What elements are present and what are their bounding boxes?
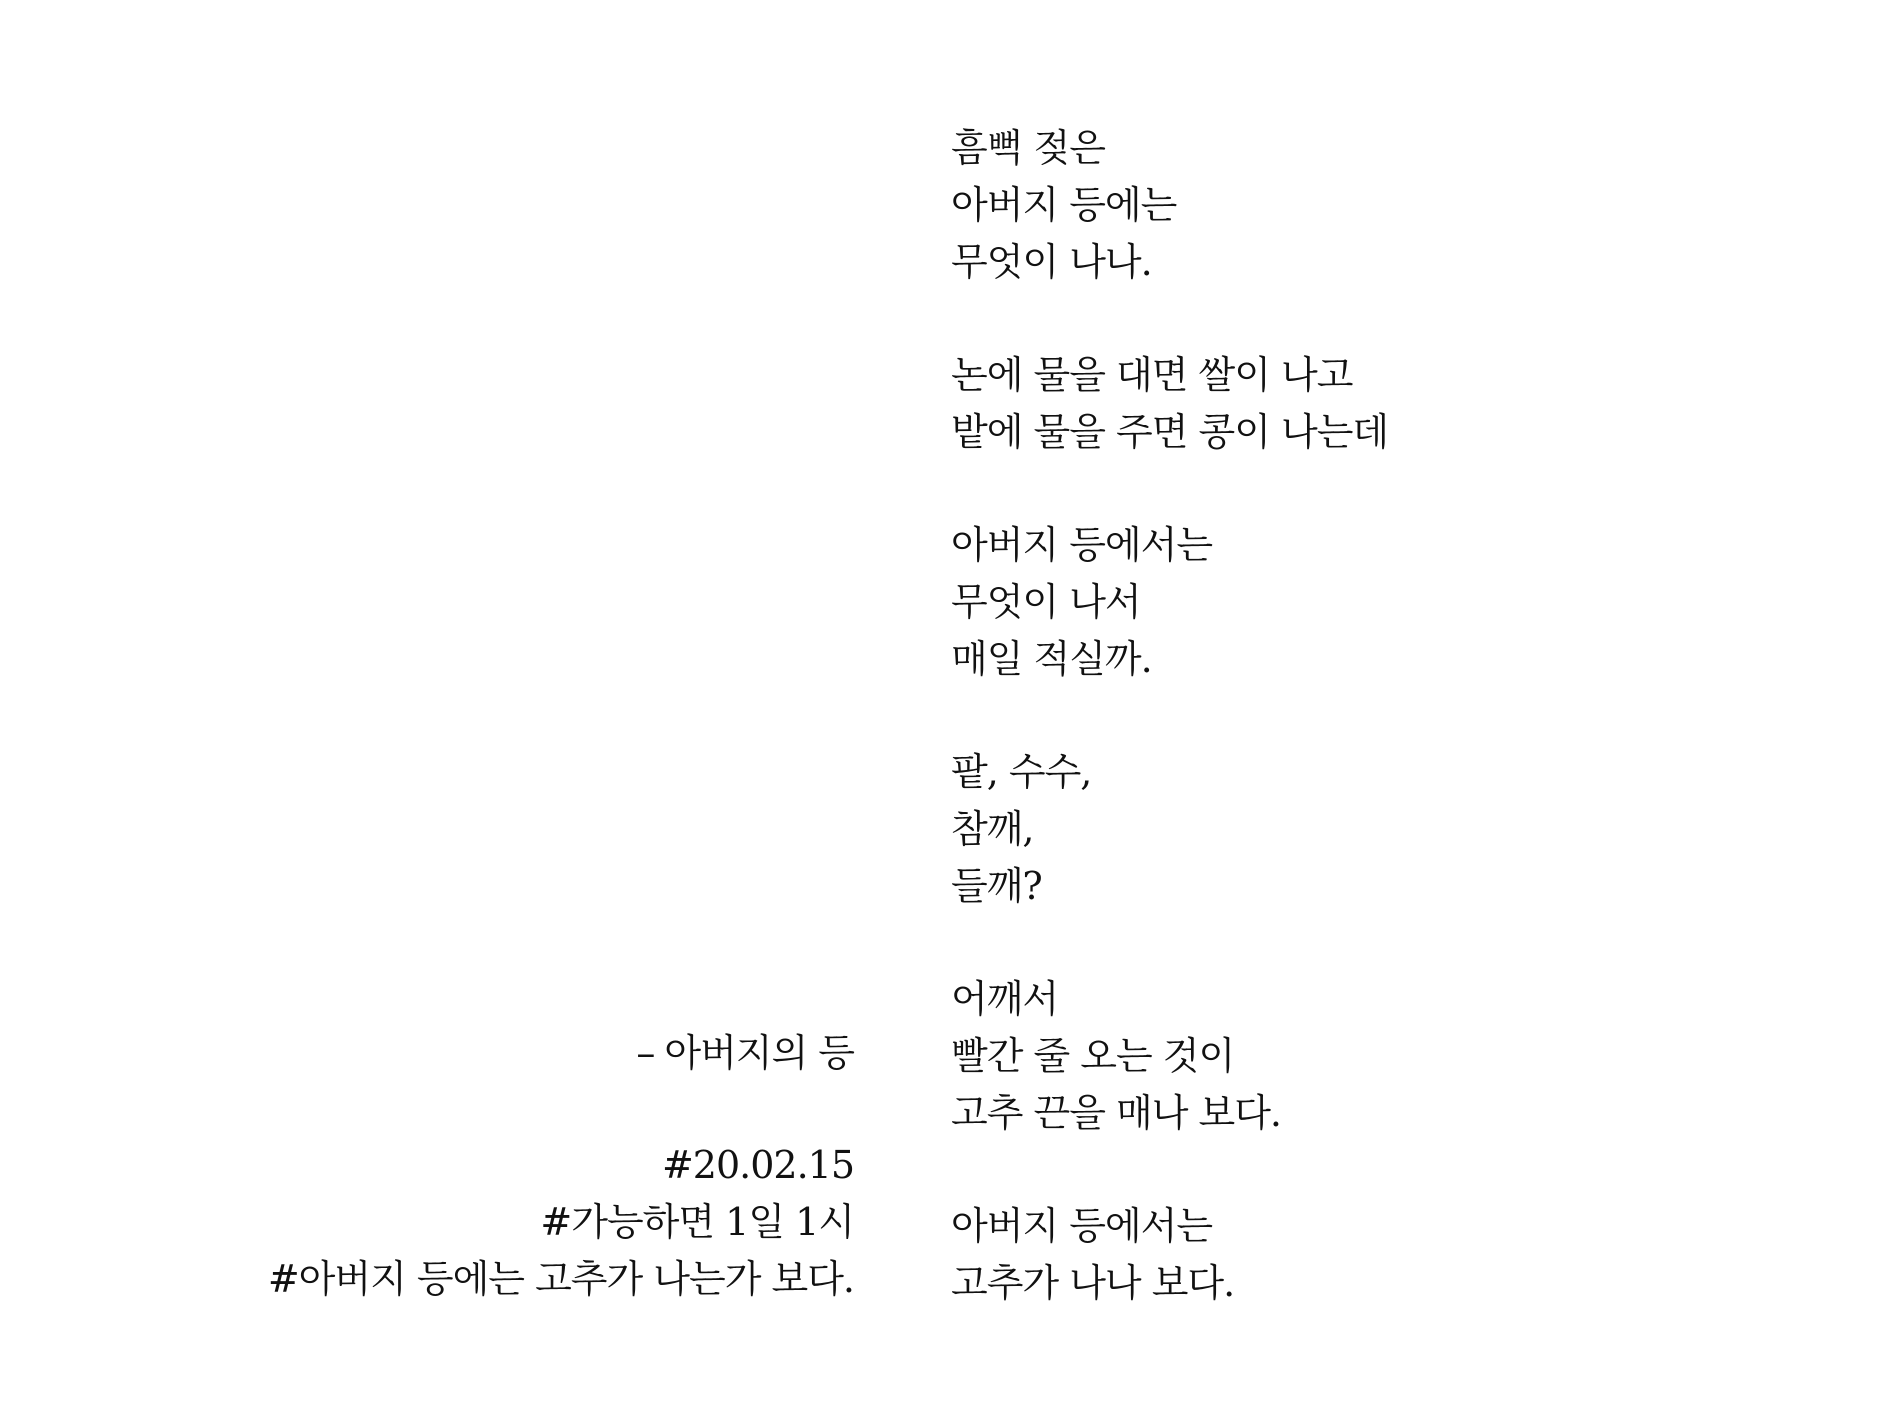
stanza-gap [951, 461, 1651, 517]
poem-line: 고추가 나나 보다. [951, 1261, 1235, 1305]
stanza-gap [951, 915, 1651, 971]
poem-line: 매일 적실까. [951, 637, 1152, 681]
stanza-6 [951, 1198, 1651, 1312]
hashtag-summary: #아버지 등에는 고추가 나는가 보다. [267, 1257, 854, 1301]
poem-line: 들깨? [951, 864, 1042, 908]
stanza-4 [951, 744, 1651, 915]
stanza-1 [951, 120, 1651, 291]
hashtag-date: #20.02.15 [661, 1143, 854, 1187]
stanza-3 [951, 517, 1651, 688]
stanza-gap [951, 688, 1651, 744]
title-dash: – [636, 1031, 655, 1075]
poem-line: 참깨, [951, 807, 1034, 851]
poem-line: 팥, 수수, [951, 750, 1092, 794]
poem-line: 어깨서 [951, 977, 1059, 1021]
poem-line: 아버지 등에서는 [951, 523, 1213, 567]
poem-line: 빨간 줄 오는 것이 [951, 1034, 1235, 1078]
hashtag-series: #가능하면 1일 1시 [540, 1200, 854, 1244]
poem-line: 흠뻑 젖은 [951, 126, 1105, 170]
stanza-2 [951, 347, 1651, 461]
poem-line: 밭에 물을 주면 콩이 나는데 [951, 410, 1389, 454]
stanza-gap [951, 291, 1651, 347]
stanza-gap [951, 1142, 1651, 1198]
poem-title [154, 1025, 854, 1082]
poem-line: 무엇이 나서 [951, 580, 1141, 624]
poem-line: 무엇이 나나. [951, 240, 1152, 284]
poem-line: 아버지 등에는 [951, 183, 1177, 227]
stanza-5 [951, 971, 1651, 1142]
poem-line: 고추 끈을 매나 보다. [951, 1091, 1281, 1135]
poem-body [951, 120, 1651, 1312]
poem-line: 논에 물을 대면 쌀이 나고 [951, 353, 1353, 397]
poem-line: 아버지 등에서는 [951, 1204, 1213, 1248]
title-text: 아버지의 등 [664, 1031, 854, 1075]
hashtag-list [154, 1137, 854, 1308]
